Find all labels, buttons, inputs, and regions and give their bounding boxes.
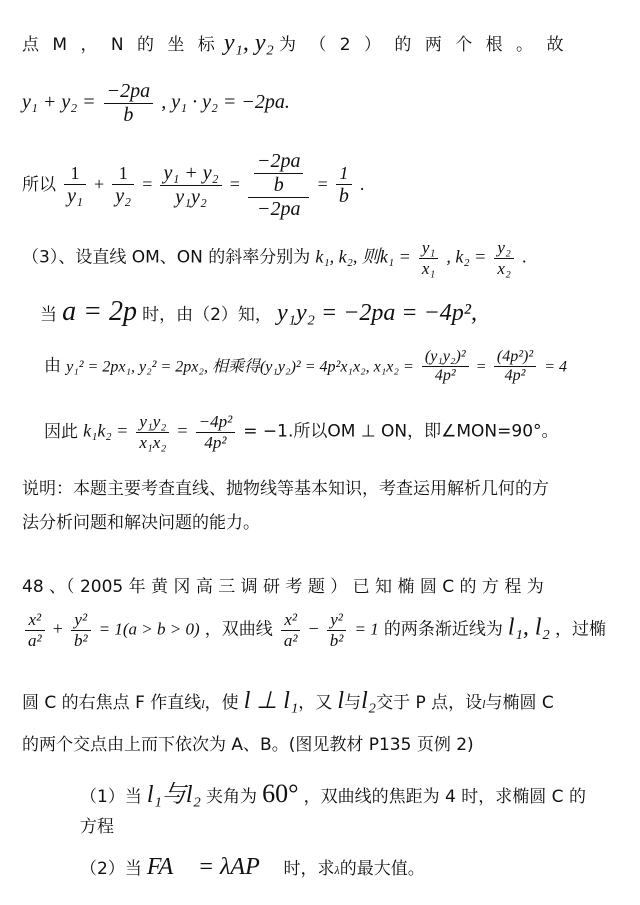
fraction [160,162,221,209]
denominator: b [123,104,134,126]
fraction [494,238,513,278]
numerator: (y₁y₂)² [422,348,469,367]
denominator: b² [329,630,344,650]
denominator: 4p² [204,432,227,452]
math: k₁, k₂, 则k₁ = [315,246,411,267]
math: l [201,697,205,711]
math: , y₁ · y₂ = −2pa. [161,91,290,113]
line-5 [22,296,630,328]
equals: = [177,420,188,441]
text: 所以 [22,175,56,195]
denominator: 4p² [434,367,456,385]
fraction [327,610,347,650]
fraction [25,610,45,650]
fraction [422,348,469,386]
denominator: b [273,174,284,196]
text: 的最大值。 [339,859,425,879]
fraction [196,412,236,452]
math: l [482,697,486,711]
line-4 [22,238,630,278]
text: 由 [44,356,61,377]
numerator: −2pa [104,80,154,104]
fraction [104,80,154,127]
minus: − [308,618,319,639]
numerator: 1 [336,163,352,185]
text: ，双曲线的焦距为 4 时，求椭圆 C 的 [303,787,586,807]
math: , k₂ = [446,246,487,267]
complex-fraction [248,150,310,221]
text: ，又 [298,693,333,713]
line-1 [22,30,630,57]
fraction [281,610,301,650]
denominator: y₂ [115,184,132,207]
denominator: a² [28,630,42,650]
text: 与椭圆 C [485,693,554,713]
text: ，双曲线 [204,619,273,640]
line-11 [22,610,630,650]
text: 交于 P 点，设 [376,693,483,713]
denominator: b [338,184,349,207]
inner-fraction [254,150,304,197]
math: l₁与l₂ [146,782,201,808]
math: 60° [262,779,299,808]
math: = 1(a > b > 0) [98,619,200,639]
numerator: y₁y₂ [136,412,169,433]
numerator: (4p²)² [494,348,536,367]
text: （2）当 [80,859,142,879]
problem-48-header: 48 、（ 2005 年 黄 冈 高 三 调 研 考 题 ） 已 知 椭 圆 C 的 方 程 为 [22,577,544,597]
plus: + [52,618,63,639]
fraction [419,238,438,278]
numerator: y² [71,610,91,631]
numerator [248,150,310,198]
math: l₂ [361,688,377,714]
math: l ⊥ l₁ [243,688,299,714]
note-line-2: 法分析问题和解决问题的能力。 [22,513,260,533]
text: （3）、设直线 OM、ON 的斜率分别为 [22,247,311,268]
text: 圆 C 的右焦点 F 作直线 [22,693,202,713]
denominator: a² [283,630,298,650]
text: 夹角为 [206,787,258,807]
numerator: y₁ + y₂ [160,162,221,186]
text: 点 M ， N 的 坐 标 [22,35,219,55]
math: y₁² = 2px₁, y₂² = 2px₂, 相乘得(y₁y₂)² = 4p²x₁x₂, x₁x₂ = [66,358,414,376]
line-13: 的两个交点由上而下依次为 A、B。(图见教材 P135 页例 2) [22,735,474,755]
text: = −1.所以OM ⊥ ON，即∠MON=90°。 [243,421,559,442]
text: 为 （ 2 ） 的 两 个 根 。 故 [279,35,568,55]
numerator: y₁ [419,238,438,259]
fraction [71,610,91,650]
note-line-1: 说明：本题主要考查直线、抛物线等基本知识，考查运用解析几何的方 [22,479,549,499]
question-1-cont: 方程 [80,817,114,837]
math: FA⃗ = λAP⃗ [146,854,279,880]
math: y₁, y₂ [223,30,274,56]
text: 因此 [44,421,78,442]
line-12 [22,686,630,715]
denominator: x₁ [421,258,436,278]
text: ，过椭 [555,619,607,640]
numerator: 1 [64,163,86,185]
math: l [337,688,345,714]
denominator: y₁ [67,184,83,207]
math: = 1 [354,619,379,639]
math: a = 2p [62,296,137,327]
equals: = [476,358,486,376]
fraction [136,412,169,452]
text: 与 [344,693,362,713]
denominator: b² [73,630,88,650]
fraction [112,163,134,208]
text: ，使 [204,693,239,713]
numerator: x² [281,610,301,631]
math: λ [334,863,340,877]
fraction [494,348,536,386]
equals: = [142,174,153,194]
plus: + [94,174,105,194]
numerator: y² [327,610,347,631]
denominator: x₂ [497,258,511,278]
math: y₁y₂ = −2pa = −4p², [277,300,477,326]
line-7 [22,412,630,452]
math: = 4 [544,358,568,376]
line-6 [22,348,630,386]
question-2 [80,854,630,881]
text: 的两条渐近线为 [383,619,503,640]
denominator: x₁x₂ [139,432,167,452]
text: 时，求 [283,859,335,879]
numerator: −2pa [254,150,304,174]
line-3 [22,150,630,221]
fraction [64,163,86,208]
denominator: y₁y₂ [175,186,207,208]
numerator: x² [25,610,45,631]
text: 当 [40,305,57,325]
line-2 [22,80,630,127]
numerator: 1 [112,163,134,185]
text: 时，由（2）知， [142,305,272,325]
math: y₁ + y₂ = [22,91,101,113]
numerator: y₂ [494,238,513,259]
denominator: 4p² [504,367,526,385]
period: . [521,246,527,267]
text: （1）当 [80,787,142,807]
numerator: −4p² [196,412,236,433]
period: . [359,174,365,194]
equals: = [229,174,240,194]
equals: = [317,174,328,194]
math: k₁k₂ = [83,420,129,441]
question-1 [80,774,630,809]
denominator: −2pa [256,198,301,220]
math: l₁, l₂ [507,614,550,641]
fraction [336,163,352,208]
